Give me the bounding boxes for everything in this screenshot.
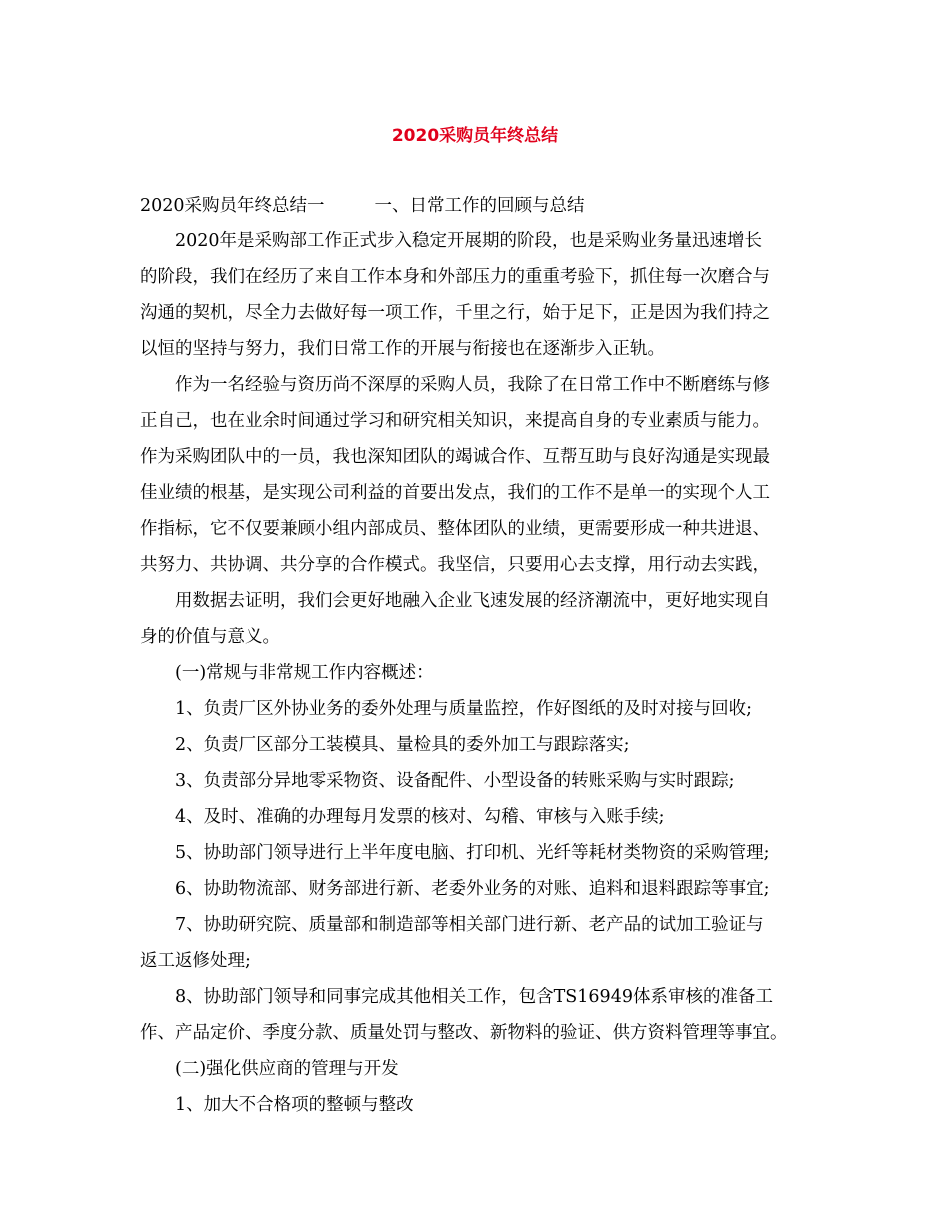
list-item-continued: 返工返修处理; — [140, 951, 251, 971]
list-item: 2、负责厂区部分工装模具、量检具的委外加工与跟踪落实; — [175, 735, 630, 755]
paragraph-line: 佳业绩的根基，是实现公司利益的首要出发点，我们的工作不是单一的实现个人工 — [140, 483, 770, 503]
list-item: 7、协助研究院、质量部和制造部等相关部门进行新、老产品的试加工验证与 — [175, 915, 764, 935]
list-item: 5、协助部门领导进行上半年度电脑、打印机、光纤等耗材类物资的采购管理; — [175, 843, 770, 863]
paragraph-line: 作为采购团队中的一员，我也深知团队的竭诚合作、互帮互助与良好沟通是实现最 — [140, 447, 770, 467]
section-heading — [140, 194, 830, 218]
paragraph-line: 以恒的坚持与努力，我们日常工作的开展与衔接也在逐渐步入正轨。 — [140, 339, 665, 359]
paragraph-line: 作为一名经验与资历尚不深厚的采购人员，我除了在日常工作中不断磨练与修 — [175, 375, 770, 395]
paragraph-line: 身的价值与意义。 — [140, 627, 280, 647]
paragraph-line: 用数据去证明，我们会更好地融入企业飞速发展的经济潮流中，更好地实现自 — [175, 591, 770, 611]
document-title: 2020采购员年终总结 — [391, 126, 559, 146]
paragraph-line: 的阶段，我们在经历了来自工作本身和外部压力的重重考验下，抓住每一次磨合与 — [140, 267, 770, 287]
list-item: 8、协助部门领导和同事完成其他相关工作，包含TS16949体系审核的准备工 — [175, 987, 773, 1007]
paragraph-line: 2020年是采购部工作正式步入稳定开展期的阶段，也是采购业务量迅速增长 — [175, 231, 763, 251]
list-item: 1、加大不合格项的整顿与整改 — [175, 1095, 414, 1115]
list-item-continued: 作、产品定价、季度分款、质量处罚与整改、新物料的验证、供方资料管理等事宜。 — [140, 1023, 788, 1043]
list-item: 1、负责厂区外协业务的委外处理与质量监控，作好图纸的及时对接与回收; — [175, 699, 753, 719]
paragraph-line: 沟通的契机，尽全力去做好每一项工作，千里之行，始于足下，正是因为我们持之 — [140, 303, 770, 323]
subsection-heading: (一)常规与非常规工作内容概述： — [175, 663, 434, 683]
list-item: 3、负责部分异地零采物资、设备配件、小型设备的转账采购与实时跟踪; — [175, 771, 735, 791]
paragraph-line: 作指标，它不仅要兼顾小组内部成员、整体团队的业绩，更需要形成一种共进退、 — [140, 519, 770, 539]
list-item: 6、协助物流部、财务部进行新、老委外业务的对账、追料和退料跟踪等事宜; — [175, 879, 770, 899]
list-item: 4、及时、准确的办理每月发票的核对、勾稽、审核与入账手续; — [175, 807, 665, 827]
paragraph-line: 正自己，也在业余时间通过学习和研究相关知识，来提高自身的专业素质与能力。 — [140, 411, 770, 431]
paragraph-line: 共努力、共协调、共分享的合作模式。我坚信，只要用心去支撑，用行动去实践， — [140, 555, 770, 575]
heading-part-1: 2020采购员年终总结一 — [140, 196, 325, 216]
subsection-heading: (二)强化供应商的管理与开发 — [175, 1059, 399, 1079]
heading-part-2: 一、日常工作的回顾与总结 — [374, 196, 585, 216]
